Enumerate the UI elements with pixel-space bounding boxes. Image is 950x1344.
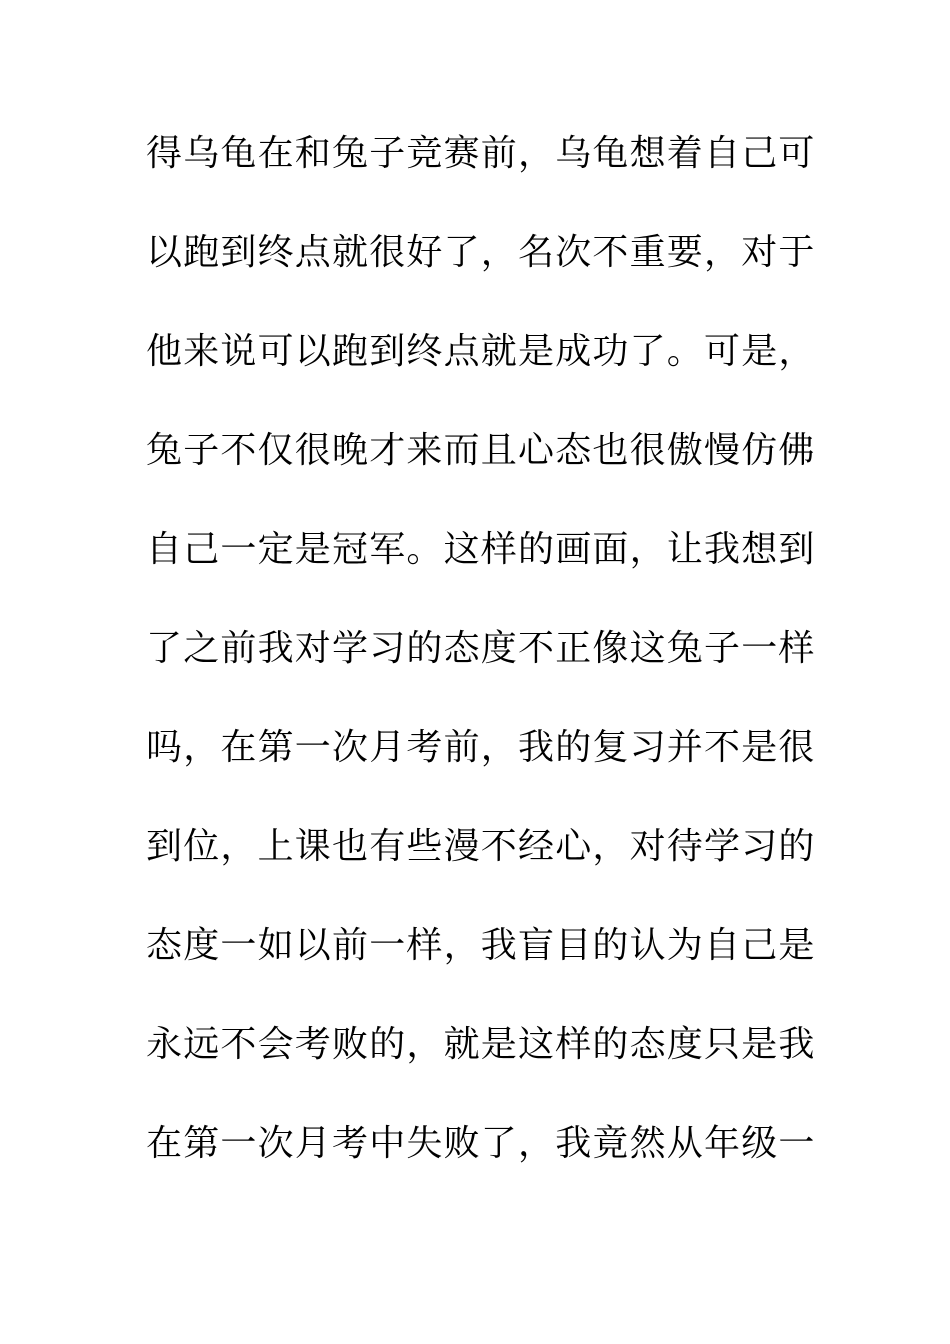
text-line-6: 了之前我对学习的态度不正像这兔子一样 <box>146 628 816 669</box>
text-line-10: 永远不会考败的，就是这样的态度只是我 <box>146 1024 816 1065</box>
text-line-5: 自己一定是冠军。这样的画面，让我想到 <box>146 529 816 570</box>
text-line-9: 态度一如以前一样，我盲目的认为自己是 <box>146 925 816 966</box>
text-line-3: 他来说可以跑到终点就是成功了。可是， <box>146 331 816 372</box>
text-line-2: 以跑到终点就很好了，名次不重要，对于 <box>146 232 816 273</box>
text-line-7: 吗，在第一次月考前，我的复习并不是很 <box>146 727 816 768</box>
text-line-4: 兔子不仅很晚才来而且心态也很傲慢仿佛 <box>146 430 816 471</box>
text-line-11: 在第一次月考中失败了，我竟然从年级一 <box>146 1123 816 1164</box>
body-text <box>146 122 816 1211</box>
text-line-1: 得乌龟在和兔子竞赛前，乌龟想着自己可 <box>146 133 816 174</box>
text-line-8: 到位，上课也有些漫不经心，对待学习的 <box>146 826 816 867</box>
